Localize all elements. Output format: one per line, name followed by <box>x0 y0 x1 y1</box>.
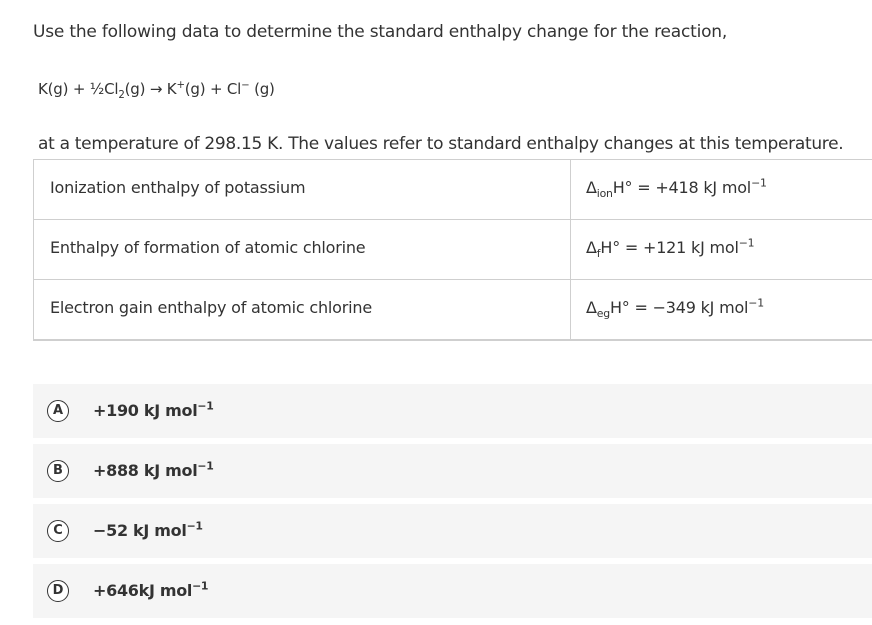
table-cell-description <box>34 280 571 341</box>
row-value <box>586 160 872 219</box>
option-exponent[interactable]: −1 <box>192 579 209 593</box>
row-description: Ionization enthalpy of potassium <box>50 178 306 197</box>
option-letter-badge[interactable]: A <box>47 400 69 422</box>
answer-options <box>33 384 872 624</box>
delta-symbol: Δ <box>586 238 597 257</box>
answer-option-b[interactable] <box>33 444 872 498</box>
option-exponent[interactable]: −1 <box>197 459 214 473</box>
table-cell-value <box>571 220 872 280</box>
unit-exponent: −1 <box>748 296 764 310</box>
enthalpy-data-table <box>33 159 872 341</box>
answer-option-c[interactable] <box>33 504 872 558</box>
table-cell-description <box>34 160 571 220</box>
value-text: H° = +418 kJ mol <box>612 178 752 197</box>
row-value <box>586 280 872 339</box>
option-label[interactable] <box>93 521 203 540</box>
row-description: Enthalpy of formation of atomic chlorine <box>50 238 366 257</box>
table-cell-value <box>571 280 872 341</box>
delta-symbol: Δ <box>586 298 597 317</box>
value-text: H° = +121 kJ mol <box>600 238 739 257</box>
option-exponent[interactable]: −1 <box>186 519 203 533</box>
option-text[interactable]: −52 kJ mol <box>93 521 187 540</box>
row-value <box>586 220 872 279</box>
option-letter-badge[interactable]: B <box>47 460 69 482</box>
row-description: Electron gain enthalpy of atomic chlorine <box>50 298 372 317</box>
option-exponent[interactable]: −1 <box>197 399 214 413</box>
reaction-arrow-part: (g) → K <box>124 80 177 98</box>
option-letter-badge[interactable]: D <box>47 580 69 602</box>
reaction-cl-charge: − <box>241 80 250 91</box>
reaction-k-charge: + <box>176 80 185 91</box>
table-row <box>34 280 872 341</box>
option-text[interactable]: +646kJ mol <box>93 581 193 600</box>
delta-subscript: f <box>596 247 601 261</box>
option-label[interactable] <box>93 401 213 420</box>
table-cell-value <box>571 160 872 220</box>
question-prompt: Use the following data to determine the standard enthalpy change for the reaction, <box>33 22 728 42</box>
reaction-mid: (g) + Cl <box>184 80 242 98</box>
value-text: H° = −349 kJ mol <box>609 298 749 317</box>
reaction-rhs: (g) <box>249 80 275 98</box>
unit-exponent: −1 <box>738 236 755 250</box>
conditions-text: at a temperature of 298.15 K. The values refer to standard enthalpy changes at this temperature. <box>38 134 844 154</box>
reaction-equation <box>38 80 275 101</box>
reaction-lhs: K(g) + ½Cl <box>38 80 119 98</box>
table-row <box>34 220 872 280</box>
table-cell-description <box>34 220 571 280</box>
delta-symbol: Δ <box>586 178 597 197</box>
delta-subscript: eg <box>596 307 610 321</box>
option-letter-badge[interactable]: C <box>47 520 69 542</box>
answer-option-d[interactable] <box>33 564 872 618</box>
answer-option-a[interactable] <box>33 384 872 438</box>
unit-exponent: −1 <box>751 176 767 190</box>
option-label[interactable] <box>93 581 208 600</box>
reaction-cl2-subscript: 2 <box>118 90 125 101</box>
table-row <box>34 160 872 220</box>
option-text[interactable]: +888 kJ mol <box>93 461 198 480</box>
option-label[interactable] <box>93 461 213 480</box>
option-text[interactable]: +190 kJ mol <box>93 401 198 420</box>
delta-subscript: ion <box>596 187 613 201</box>
